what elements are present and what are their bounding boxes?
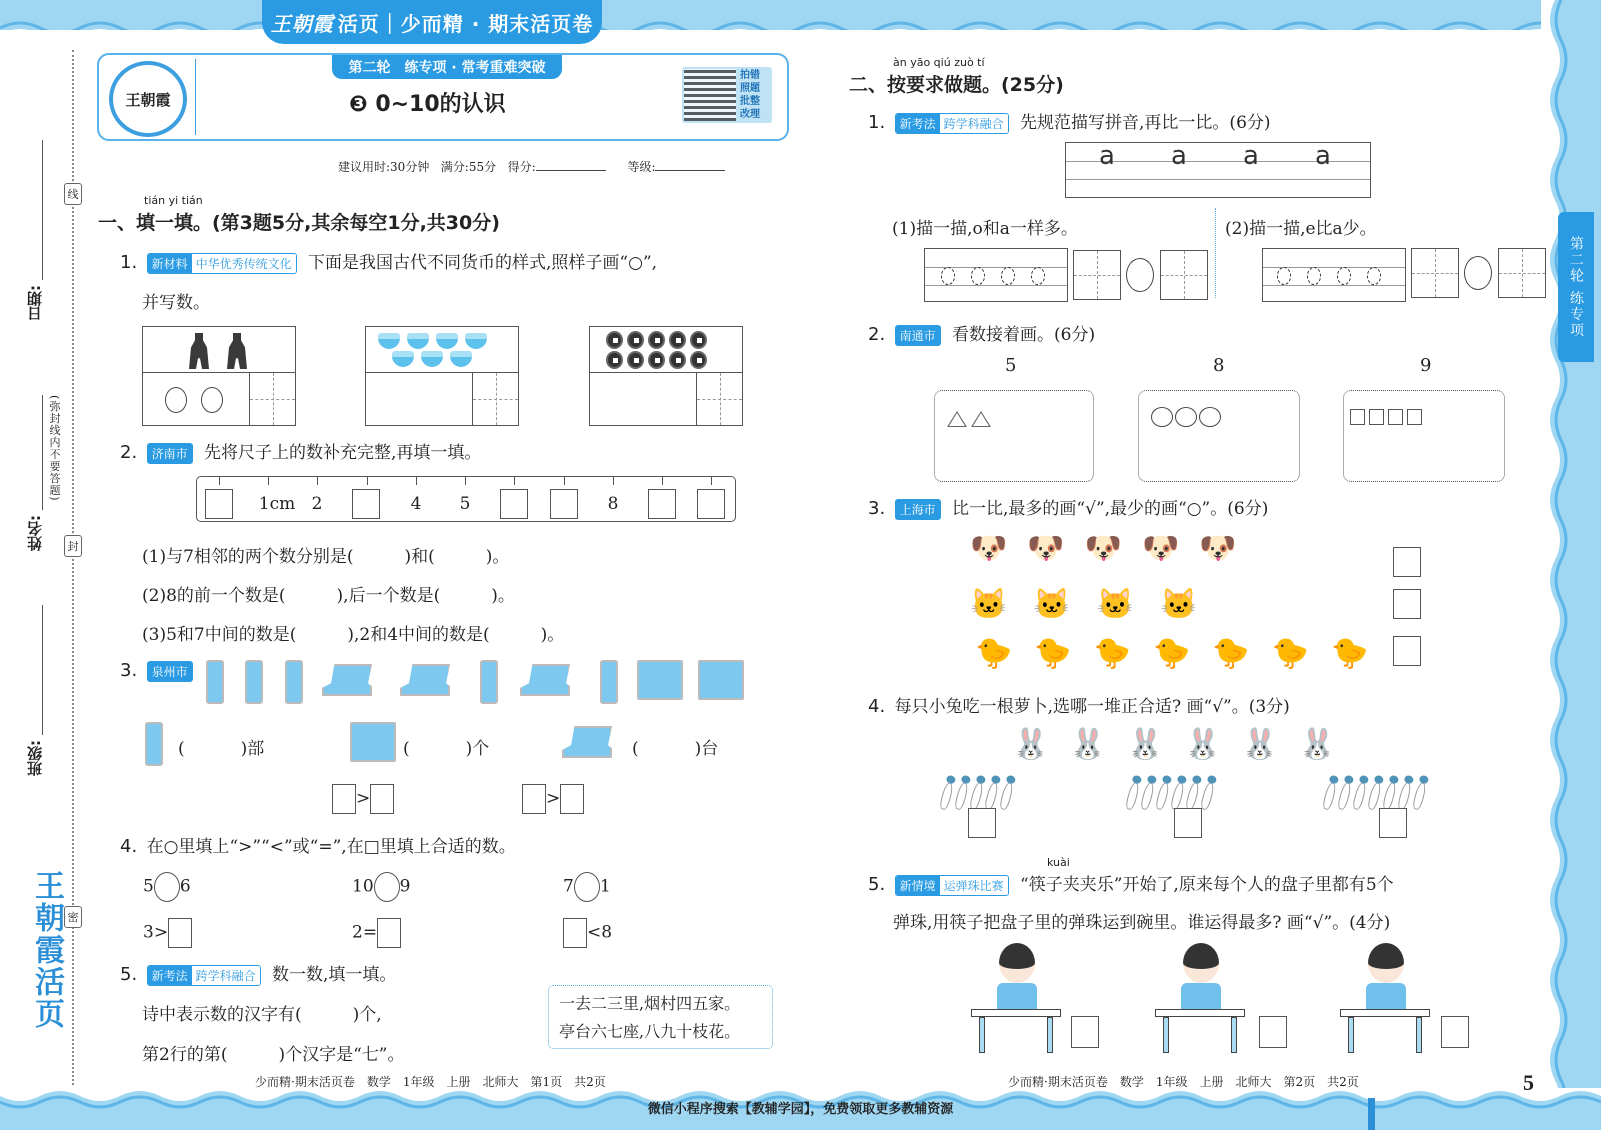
date-label: 日期: <box>26 285 44 321</box>
right-wave-border <box>1541 0 1601 1130</box>
qr-caption-line: 改理 <box>740 109 760 120</box>
coin-icon <box>648 351 665 369</box>
s1-q5-line2[interactable]: 第2行的第( )个汉字是“七”。 <box>142 1045 405 1065</box>
coin-icon <box>627 351 644 369</box>
mark-box-dogs[interactable] <box>1393 547 1421 577</box>
top-banner <box>262 0 602 44</box>
question-number: 4. <box>120 836 138 857</box>
s2-q1-sub2: (2)描一描,e比a少。 <box>1225 219 1377 239</box>
tag-primary: 新考法 <box>896 114 940 133</box>
seal-note: (弥封线内不要答题) <box>48 395 61 502</box>
pile-check-box[interactable] <box>1379 808 1407 838</box>
poem-line: 亭台六七座,八九十枝花。 <box>559 1022 741 1041</box>
grade-field[interactable] <box>655 170 725 171</box>
question-text: 比一比,最多的画“√”,最少的画“○”。(6分) <box>952 499 1269 519</box>
phone-count[interactable] <box>178 734 264 759</box>
count-box[interactable] <box>1073 250 1121 300</box>
pile-check-box[interactable] <box>1174 808 1202 838</box>
pile-check-box[interactable] <box>968 808 996 838</box>
right-num: 6 <box>179 876 191 897</box>
section1-title: 一、填一填。(第3题5分,其余每空1分,共30分) <box>98 212 500 234</box>
compare-circle[interactable] <box>154 872 180 902</box>
footer-right: 少而精·期末活页卷 数学 1年级 上册 北师大 第2页 共2页 <box>1008 1075 1359 1089</box>
count-answer-box[interactable] <box>249 372 296 426</box>
footer-left: 少而精·期末活页卷 数学 1年级 上册 北师大 第1页 共2页 <box>255 1075 606 1089</box>
unit-title-text: 0~10的认识 <box>375 92 506 117</box>
winner-check-box[interactable] <box>1259 1016 1287 1048</box>
s1-q2-sub2[interactable]: (2)8的前一个数是( ),后一个数是( )。 <box>142 586 515 606</box>
tv-icon <box>350 722 396 762</box>
phone-icon <box>285 660 303 704</box>
seal-mark-feng: 封 <box>64 535 82 557</box>
coin-icon <box>606 351 623 369</box>
s1-q1-text-cont: 并写数。 <box>142 293 210 313</box>
boy-illustration <box>1340 943 1430 1053</box>
score-field[interactable] <box>536 170 606 171</box>
unit-label: )台 <box>694 739 719 759</box>
triangle-icon <box>971 411 991 427</box>
s1-q5-line1[interactable]: 诗中表示数的汉字有( )个, <box>142 1005 382 1025</box>
girl-2-illustration <box>1155 943 1245 1053</box>
promo-text: 微信小程序搜索【教辅学园】，免费领取更多教辅资源 <box>647 1102 954 1117</box>
compare-item <box>352 872 410 902</box>
right-num: 1 <box>599 876 611 897</box>
tag-primary: 新情境 <box>896 876 940 895</box>
city-tag: 上海市 <box>895 499 941 520</box>
logo-text: 王朝霞 <box>125 90 171 109</box>
phone-icon <box>600 660 618 704</box>
coin-icon <box>606 331 623 349</box>
compare-box[interactable] <box>332 784 356 814</box>
left-expr: 3> <box>143 922 169 943</box>
mark-box-cats[interactable] <box>1393 589 1421 619</box>
circle-icon <box>1175 407 1197 427</box>
count-box[interactable] <box>1160 250 1208 300</box>
header-divider <box>195 59 196 135</box>
qr-code-block[interactable] <box>682 67 772 123</box>
pinyin-letter: a <box>1171 141 1187 171</box>
phone-icon <box>206 660 224 704</box>
question-text: 数一数,填一填。 <box>272 965 397 985</box>
coin-icon <box>669 331 686 349</box>
question-text: 看数接着画。(6分) <box>952 325 1096 345</box>
right-expr: <8 <box>587 922 613 943</box>
s2-q1-sub1: (1)描一描,o和a一样多。 <box>892 219 1078 239</box>
draw-box-circles[interactable] <box>1138 390 1300 482</box>
question-text: 在○里填上“>”“<”或“=”,在□里填上合适的数。 <box>146 837 516 857</box>
s2-q4 <box>868 692 1290 717</box>
ruler-label-5: 5 <box>459 494 471 514</box>
ruler-blank-9[interactable] <box>648 489 676 519</box>
qr-caption-line: 拍错 <box>740 70 760 81</box>
city-tag: 济南市 <box>147 443 193 464</box>
question-tag <box>147 253 297 274</box>
ruler-blank-0[interactable] <box>205 489 233 519</box>
question-number: 3. <box>868 498 886 519</box>
qr-caption-line: 照题 <box>740 83 760 94</box>
tv-icon <box>698 660 744 700</box>
phone-icon <box>145 722 163 766</box>
compare-box[interactable] <box>522 784 546 814</box>
unit-title <box>349 87 506 118</box>
rabbit-row: 🐰🐰🐰🐰🐰🐰 <box>1012 727 1357 762</box>
name-label: 姓名: <box>26 515 44 551</box>
question-number: 3. <box>120 660 138 681</box>
round-tag: 第二轮 练专项 · 常考重难突破 <box>332 55 562 79</box>
mark-box-chicks[interactable] <box>1393 636 1421 666</box>
compare-box[interactable] <box>560 784 584 814</box>
compare-circle[interactable] <box>1126 258 1154 292</box>
ingot-icon <box>436 333 458 349</box>
laptop-count[interactable] <box>632 734 718 759</box>
right-num: 9 <box>399 876 411 897</box>
s1-q3 <box>120 660 199 682</box>
sub-divider <box>1215 208 1216 298</box>
circle-icon <box>1199 407 1221 427</box>
tv-count[interactable] <box>403 734 489 759</box>
tag-secondary: 运弹珠比赛 <box>940 876 1008 895</box>
full-score-label: 满分:55分 <box>440 160 497 174</box>
square-icon <box>1350 409 1365 425</box>
fill-item <box>563 918 612 948</box>
unit-header-card <box>97 53 789 141</box>
count-box[interactable] <box>1411 248 1459 298</box>
date-fill-line[interactable] <box>42 140 43 280</box>
answer-box[interactable] <box>377 918 401 948</box>
qr-caption-line: 批整 <box>740 96 760 107</box>
question-text: 先将尺子上的数补充完整,再填一填。 <box>204 443 482 463</box>
ruler-blank-10[interactable] <box>697 489 725 519</box>
count-box[interactable] <box>1498 248 1546 298</box>
count-answer-box[interactable] <box>472 372 519 426</box>
ingot-icon <box>450 351 472 367</box>
compare-box[interactable] <box>370 784 394 814</box>
seal-line <box>72 50 74 1085</box>
sample-circle <box>165 387 187 413</box>
compare-circle[interactable] <box>374 872 400 902</box>
question-text: 每只小兔吃一根萝卜,选哪一堆正合适? 画“√”。(3分) <box>894 697 1290 717</box>
trace-o-grid[interactable] <box>924 248 1068 302</box>
question-number: 4. <box>868 696 886 717</box>
square-icon <box>1388 409 1403 425</box>
gt-sign: > <box>546 788 561 809</box>
ruler-label-2: 2 <box>311 494 323 514</box>
ruler-blank-7[interactable] <box>550 489 578 519</box>
question-text: 先规范描写拼音,再比一比。(6分) <box>1020 113 1271 133</box>
phone-icon <box>480 660 498 704</box>
banner-title: 活页｜少而精 · 期末活页卷 <box>337 11 594 36</box>
question-tag <box>895 113 1009 134</box>
s2-q1 <box>868 108 1271 134</box>
coin-icon <box>648 331 665 349</box>
phone-icon <box>245 660 263 704</box>
brand-logo <box>109 61 187 137</box>
ruler-label-1: 1cm <box>258 494 296 514</box>
question-text: 下面是我国古代不同货币的样式,照样子画“○”, <box>308 253 658 273</box>
pinyin-letter: a <box>1243 141 1259 171</box>
spade-coin-icon <box>227 333 247 369</box>
ruler-label-8: 8 <box>607 494 619 514</box>
grade-label: 等级: <box>627 160 656 174</box>
coin-icon <box>669 351 686 369</box>
sample-circle <box>201 387 223 413</box>
pinyin-writing-grid[interactable] <box>1065 142 1371 198</box>
compare-item <box>143 872 191 902</box>
gt-sign: > <box>356 788 371 809</box>
compare-item <box>563 872 611 902</box>
s1-q5 <box>120 960 396 986</box>
dog-row: 🐶🐶🐶🐶🐶 <box>970 531 1257 566</box>
tag-secondary: 跨学科融合 <box>940 114 1008 133</box>
banner-brand: 王朝霞 <box>270 11 334 36</box>
question-number: 2. <box>120 442 138 463</box>
s2-q5 <box>868 870 1394 896</box>
ingot-icon <box>392 351 414 367</box>
time-label: 建议用时:30分钟 <box>338 160 430 174</box>
target-number: 5 <box>1005 355 1017 376</box>
seal-mark-mi: 密 <box>64 906 82 928</box>
s2-q3 <box>868 494 1268 520</box>
poem-box <box>548 985 773 1049</box>
compare-circle[interactable] <box>574 872 600 902</box>
draw-box-squares[interactable] <box>1343 390 1505 482</box>
tag-secondary: 中华优秀传统文化 <box>192 254 296 273</box>
winner-check-box[interactable] <box>1071 1016 1099 1048</box>
question-tag <box>147 965 261 986</box>
exam-meta <box>338 158 743 175</box>
fill-item <box>143 918 192 948</box>
ruler-blank-3[interactable] <box>352 489 380 519</box>
currency-box-spade <box>142 326 296 426</box>
pinyin-letter: a <box>1099 141 1115 171</box>
question-number: 1. <box>868 112 886 133</box>
ingot-icon <box>378 333 400 349</box>
section2-pinyin: àn yāo qiú zuò tí <box>893 56 985 69</box>
name-fill-line[interactable] <box>42 395 43 510</box>
paren-open: ( <box>178 739 185 759</box>
question-number: 1. <box>120 252 138 273</box>
pinyin-letter: a <box>1315 141 1331 171</box>
ruler <box>196 476 736 522</box>
seal-mark-xian: 线 <box>64 183 82 205</box>
qr-code-icon[interactable] <box>684 69 736 121</box>
coin-icon <box>690 331 707 349</box>
left-num: 10 <box>352 876 374 897</box>
compare-1 <box>332 784 394 814</box>
ingot-icon <box>465 333 487 349</box>
answer-box[interactable] <box>168 918 192 948</box>
brand-vertical-logo: 王朝霞活页 <box>29 870 64 1030</box>
s2-q2 <box>868 320 1095 346</box>
draw-box-triangles[interactable] <box>934 390 1094 482</box>
poem-line: 一去二三里,烟村四五家。 <box>559 994 741 1013</box>
ruler-label-4: 4 <box>410 494 422 514</box>
left-num: 5 <box>143 876 154 897</box>
square-icon <box>1369 409 1384 425</box>
left-num: 7 <box>563 876 574 897</box>
tag-secondary: 跨学科融合 <box>192 966 260 985</box>
compare-circle[interactable] <box>1464 256 1492 290</box>
score-label: 得分: <box>507 160 536 174</box>
tag-primary: 新考法 <box>148 966 192 985</box>
kuai-pinyin: kuài <box>1047 856 1070 869</box>
triangle-icon <box>947 411 967 427</box>
paren-open: ( <box>403 739 410 759</box>
paren-open: ( <box>632 739 639 759</box>
currency-box-ingot[interactable] <box>365 326 519 426</box>
chick-row: 🐤🐤🐤🐤🐤🐤🐤 <box>975 636 1391 671</box>
ingot-icon <box>421 351 443 367</box>
coin-icon <box>690 351 707 369</box>
winner-check-box[interactable] <box>1441 1016 1469 1048</box>
girl-1-illustration <box>971 943 1061 1053</box>
compare-2 <box>522 784 584 814</box>
class-fill-line[interactable] <box>42 605 43 735</box>
circle-icon <box>1151 407 1173 427</box>
ruler-blank-6[interactable] <box>500 489 528 519</box>
s2-q5-cont: 弹珠,用筷子把盘子里的弹珠运到碗里。谁运得最多? 画“√”。(4分) <box>893 913 1391 933</box>
spade-coin-icon <box>189 333 209 369</box>
unit-label: )部 <box>240 739 265 759</box>
coin-icon <box>627 331 644 349</box>
tag-primary: 新材料 <box>148 254 192 273</box>
s1-q2 <box>120 438 481 464</box>
count-answer-box[interactable] <box>696 372 743 426</box>
class-label: 班级: <box>26 740 44 776</box>
section1-pinyin: tián yi tián <box>144 194 203 207</box>
s1-q2-sub3[interactable]: (3)5和7中间的数是( ),2和4中间的数是( )。 <box>142 625 565 645</box>
currency-box-coin[interactable] <box>589 326 743 426</box>
square-icon <box>1407 409 1422 425</box>
side-tab: 第二轮 练专项 <box>1558 212 1594 362</box>
qr-caption <box>738 67 762 123</box>
s1-q1 <box>120 248 657 274</box>
city-tag: 泉州市 <box>147 661 193 682</box>
city-tag: 南通市 <box>895 325 941 346</box>
s1-q2-sub1[interactable]: (1)与7相邻的两个数分别是( )和( )。 <box>142 547 510 567</box>
question-text: “筷子夹夹乐”开始了,原来每个人的盘子里都有5个 <box>1020 875 1394 895</box>
section2-title: 二、按要求做题。(25分) <box>849 74 1064 96</box>
fill-item <box>352 918 401 948</box>
page-number: 5 <box>1523 1070 1534 1095</box>
target-number: 8 <box>1213 355 1225 376</box>
answer-box[interactable] <box>563 918 587 948</box>
question-number: 2. <box>868 324 886 345</box>
unit-label: )个 <box>465 739 490 759</box>
tv-icon <box>637 660 683 700</box>
left-expr: 2= <box>352 922 378 943</box>
target-number: 9 <box>1420 355 1432 376</box>
ingot-icon <box>407 333 429 349</box>
unit-number: ❸ <box>349 92 368 117</box>
question-number: 5. <box>868 874 886 895</box>
s1-q4 <box>120 832 516 857</box>
question-number: 5. <box>120 964 138 985</box>
cat-row: 🐱🐱🐱🐱 <box>970 587 1224 622</box>
trace-e-grid[interactable] <box>1262 248 1406 302</box>
question-tag <box>895 875 1009 896</box>
